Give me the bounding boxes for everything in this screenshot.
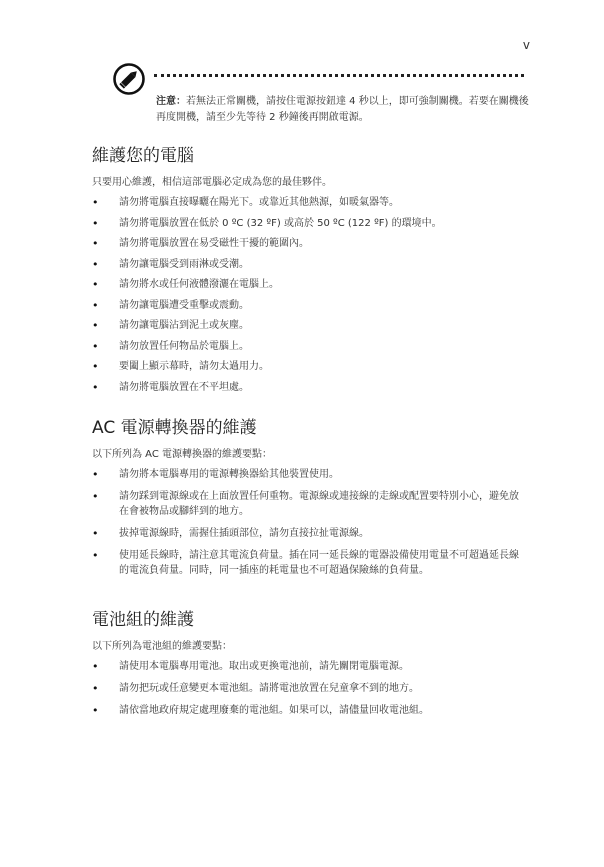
section-intro: 只要用心維護，相信這部電腦必定成為您的最佳夥伴。 <box>92 177 332 188</box>
note-text <box>156 94 536 126</box>
section-title: 維護您的電腦 <box>92 146 194 166</box>
section-computer-care <box>92 145 522 400</box>
bullet-list <box>92 659 522 718</box>
list-item: • 請勿讓電腦沾到泥土或灰塵。 <box>92 318 522 333</box>
list-item: • 請勿踩到電源線或在上面放置任何重物。電源線或連接線的走線或配置要特別小心，避免放在會被物品或腳絆到的地方。 <box>92 489 522 519</box>
list-item: • 使用延長線時，請注意其電流負荷量。插在同一延長線的電器設備使用電量不可超過延長線的電流負荷量。同時，同一插座的耗電量也不可超過保險絲的負荷量。 <box>92 548 522 578</box>
section-title: AC 電源轉換器的維護 <box>92 418 257 438</box>
list-item: • 請勿將電腦直接曝曬在陽光下。或靠近其他熱源，如暖氣器等。 <box>92 195 522 210</box>
section-ac-adapter-care <box>92 417 522 585</box>
page-number: v <box>522 38 530 52</box>
list-item: • 請勿將電腦放置在低於 0 ºC (32 ºF) 或高於 50 ºC (122 ºF) 的環境中。 <box>92 216 522 231</box>
list-item: • 請勿讓電腦遭受重擊或震動。 <box>92 298 522 313</box>
bullet-list <box>92 467 522 578</box>
bullet-list <box>92 195 522 395</box>
list-item: • 要闔上顯示幕時，請勿太過用力。 <box>92 359 522 374</box>
section-title: 電池組的維護 <box>92 610 194 630</box>
list-item: • 請依當地政府規定處理廢棄的電池組。如果可以，請儘量回收電池組。 <box>92 703 522 718</box>
list-item: • 請使用本電腦專用電池。取出或更換電池前，請先關閉電腦電源。 <box>92 659 522 674</box>
note-body: 若無法正常關機，請按住電源按鈕達 4 秒以上，即可強制關機。若要在關機後再度開機，請至少先等待 2 秒鐘後再開啟電源。 <box>156 96 529 123</box>
list-item: • 請勿放置任何物品於電腦上。 <box>92 339 522 354</box>
note-label: 注意： <box>156 96 186 107</box>
section-battery-care <box>92 609 522 725</box>
list-item: • 請勿將水或任何液體潑灑在電腦上。 <box>92 277 522 292</box>
list-item: • 請勿把玩或任意變更本電池組。請將電池放置在兒童拿不到的地方。 <box>92 681 522 696</box>
list-item: • 請勿將電腦放置在易受磁性干擾的範圍內。 <box>92 236 522 251</box>
note-pencil-icon <box>112 62 146 96</box>
list-item: • 請勿讓電腦受到雨淋或受潮。 <box>92 257 522 272</box>
list-item: • 拔掉電源線時，需握住插頭部位，請勿直接拉扯電源線。 <box>92 526 522 541</box>
list-item: • 請勿將電腦放置在不平坦處。 <box>92 380 522 395</box>
note-divider <box>154 74 524 77</box>
list-item: • 請勿將本電腦專用的電源轉換器給其他裝置使用。 <box>92 467 522 482</box>
section-intro: 以下所列為 AC 電源轉換器的維護要點： <box>92 449 273 460</box>
section-intro: 以下所列為電池組的維護要點： <box>92 641 232 652</box>
